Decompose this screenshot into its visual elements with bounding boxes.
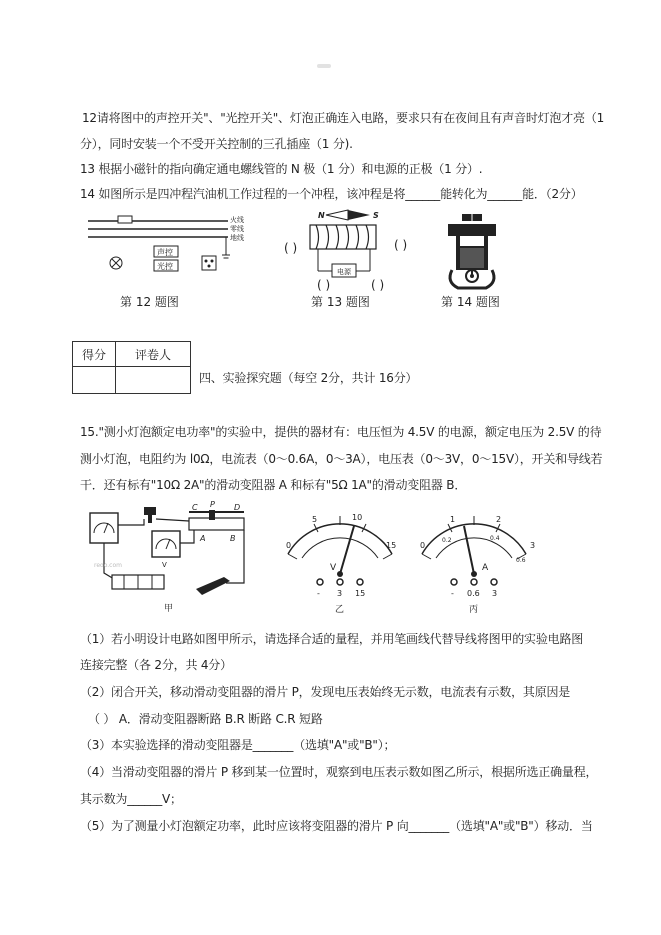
score-header: 得分	[73, 342, 116, 367]
fig-yi-tick-15: 15	[386, 541, 397, 550]
q15-sub5-line1: （5）为了测量小灯泡额定功率，此时应该将变阻器的滑片 P 向_______（选填"A"或"B"）移动．当	[80, 819, 593, 833]
fig14-engine-diagram	[442, 212, 506, 290]
fig-jia-label-a: A	[200, 534, 206, 543]
grader-header: 评卷人	[116, 342, 191, 367]
q12-line1: 12请将图中的声控开关"、"光控开关"、灯泡正确连入电路，要求只有在夜间且有声音时灯泡才亮（1	[82, 111, 605, 125]
section4-title: 四、实验探究题（每空 2分，共计 16分）	[199, 371, 418, 385]
fig-bing-needle	[464, 526, 474, 574]
fig-yi-tick-5: 5	[312, 515, 318, 524]
fig-jia-label: 甲	[164, 604, 174, 614]
q12-line2: 分），同时安装一个不受开关控制的三孔插座（1 分).	[80, 137, 353, 151]
fig-bing-tick-2: 2	[496, 515, 502, 524]
q15-line1: 15."测小灯泡额定电功率"的实验中，提供的器材有：电压恒为 4.5V 的电源，额定电压为 2.5V 的待	[80, 425, 602, 439]
fig-yi-terminal-neg: -	[317, 589, 320, 598]
fig13-power-label: 电源	[337, 268, 351, 276]
fig13-n-pole: N	[318, 211, 325, 220]
grader-cell[interactable]	[116, 367, 191, 394]
fig12-sound-switch-label: 声控	[157, 248, 173, 257]
fig-yi-label: 乙	[335, 605, 345, 615]
q15-sub2-line2: （ ） A．滑动变阻器断路 B.R 断路 C.R 短路	[88, 712, 323, 726]
fig12-neutral-label: 零线	[230, 225, 244, 233]
q15-line3: 干．还有标有"10Ω 2A"的滑动变阻器 A 和标有"5Ω 1A"的滑动变阻器 B．	[80, 478, 467, 492]
fig-bing-tick-02: 0.2	[442, 537, 452, 544]
fig12-ground-label: 地线	[230, 234, 244, 242]
fig-bing-tick-1: 1	[450, 515, 456, 524]
fig-jia-label-b: B	[230, 534, 236, 543]
q15-sub4-line1: （4）当滑动变阻器的滑片 P 移到某一位置时，观察到电压表示数如图乙所示，根据所选正确量程，	[80, 765, 598, 779]
fig-yi-tick-0: 0	[286, 541, 292, 550]
fig-jia-watermark: reoo.com	[94, 562, 122, 569]
score-cell[interactable]	[73, 367, 116, 394]
fig-yi-terminal-15: 15	[355, 589, 366, 598]
fig12-light-switch-label: 光控	[157, 262, 173, 271]
fig-yi-needle	[340, 526, 354, 574]
score-table	[72, 341, 191, 394]
fig-bing-tick-04: 0.4	[490, 535, 500, 542]
q13-line1: 13 根据小磁针的指向确定通电螺线管的 N 极（1 分）和电源的正极（1 分）.	[80, 162, 483, 176]
fig-bing-tick-0: 0	[420, 541, 426, 550]
fig-yi-unit: V	[330, 563, 337, 573]
fig-bing-label: 丙	[469, 605, 479, 615]
fig-jia-voltmeter-label: V	[162, 561, 167, 569]
fig-bing-tick-06: 0.6	[516, 557, 526, 564]
fig-jia-label-p: P	[210, 500, 215, 509]
fig12-live-label: 火线	[230, 216, 244, 224]
fig-yi-tick-10: 10	[352, 513, 363, 522]
fig-jia-label-d: D	[234, 503, 241, 512]
fig13-s-pole: S	[373, 211, 379, 220]
fig13-caption: 第 13 题图	[311, 295, 370, 309]
q14-line1: 14 如图所示是四冲程汽油机工作过程的一个冲程，该冲程是将______能转化为______能．（2分）	[80, 187, 583, 201]
fig13-paren-right: ( )	[394, 238, 408, 252]
fig-yi-terminal-3: 3	[337, 589, 343, 598]
fig-yi-voltmeter	[280, 510, 400, 620]
fig-bing-tick-3: 3	[530, 541, 536, 550]
fig12-caption: 第 12 题图	[120, 295, 179, 309]
fig-bing-terminal-neg: -	[451, 589, 454, 598]
fig13-solenoid-diagram	[282, 205, 422, 295]
fig13-paren-bottom-right: ( )	[371, 278, 385, 292]
fig-jia-circuit	[84, 500, 254, 614]
q15-sub2-line1: （2）闭合开关，移动滑动变阻器的滑片 P，发现电压表始终无示数，电流表有示数，其原因是	[80, 685, 571, 699]
fig-bing-terminal-06: 0.6	[467, 589, 480, 598]
fig-jia-label-c: C	[192, 503, 198, 512]
q15-sub4-line2: 其示数为______V；	[80, 792, 182, 806]
q15-line2: 测小灯泡，电阻约为 l0Ω，电流表（0～0.6A，0～3A），电压表（0～3V，0～15V），开关和导线若	[80, 452, 603, 466]
top-mark	[317, 64, 331, 68]
q15-sub3: （3）本实验选择的滑动变阻器是_______（选填"A"或"B"）；	[80, 738, 396, 752]
fig-bing-unit: A	[482, 563, 489, 573]
fig-bing-ammeter	[412, 510, 542, 620]
fig12-wiring-diagram	[88, 210, 253, 280]
fig13-paren-left: ( )	[284, 241, 298, 255]
q15-sub1-line2: 连接完整（各 2分，共 4分）	[80, 658, 232, 672]
q15-sub1-line1: （1）若小明设计电路如图甲所示，请选择合适的量程，并用笔画线代替导线将图甲的实验电路图	[80, 632, 584, 646]
fig-bing-terminal-3: 3	[492, 589, 498, 598]
fig13-paren-bottom-left: ( )	[317, 278, 331, 292]
fig14-caption: 第 14 题图	[441, 295, 500, 309]
